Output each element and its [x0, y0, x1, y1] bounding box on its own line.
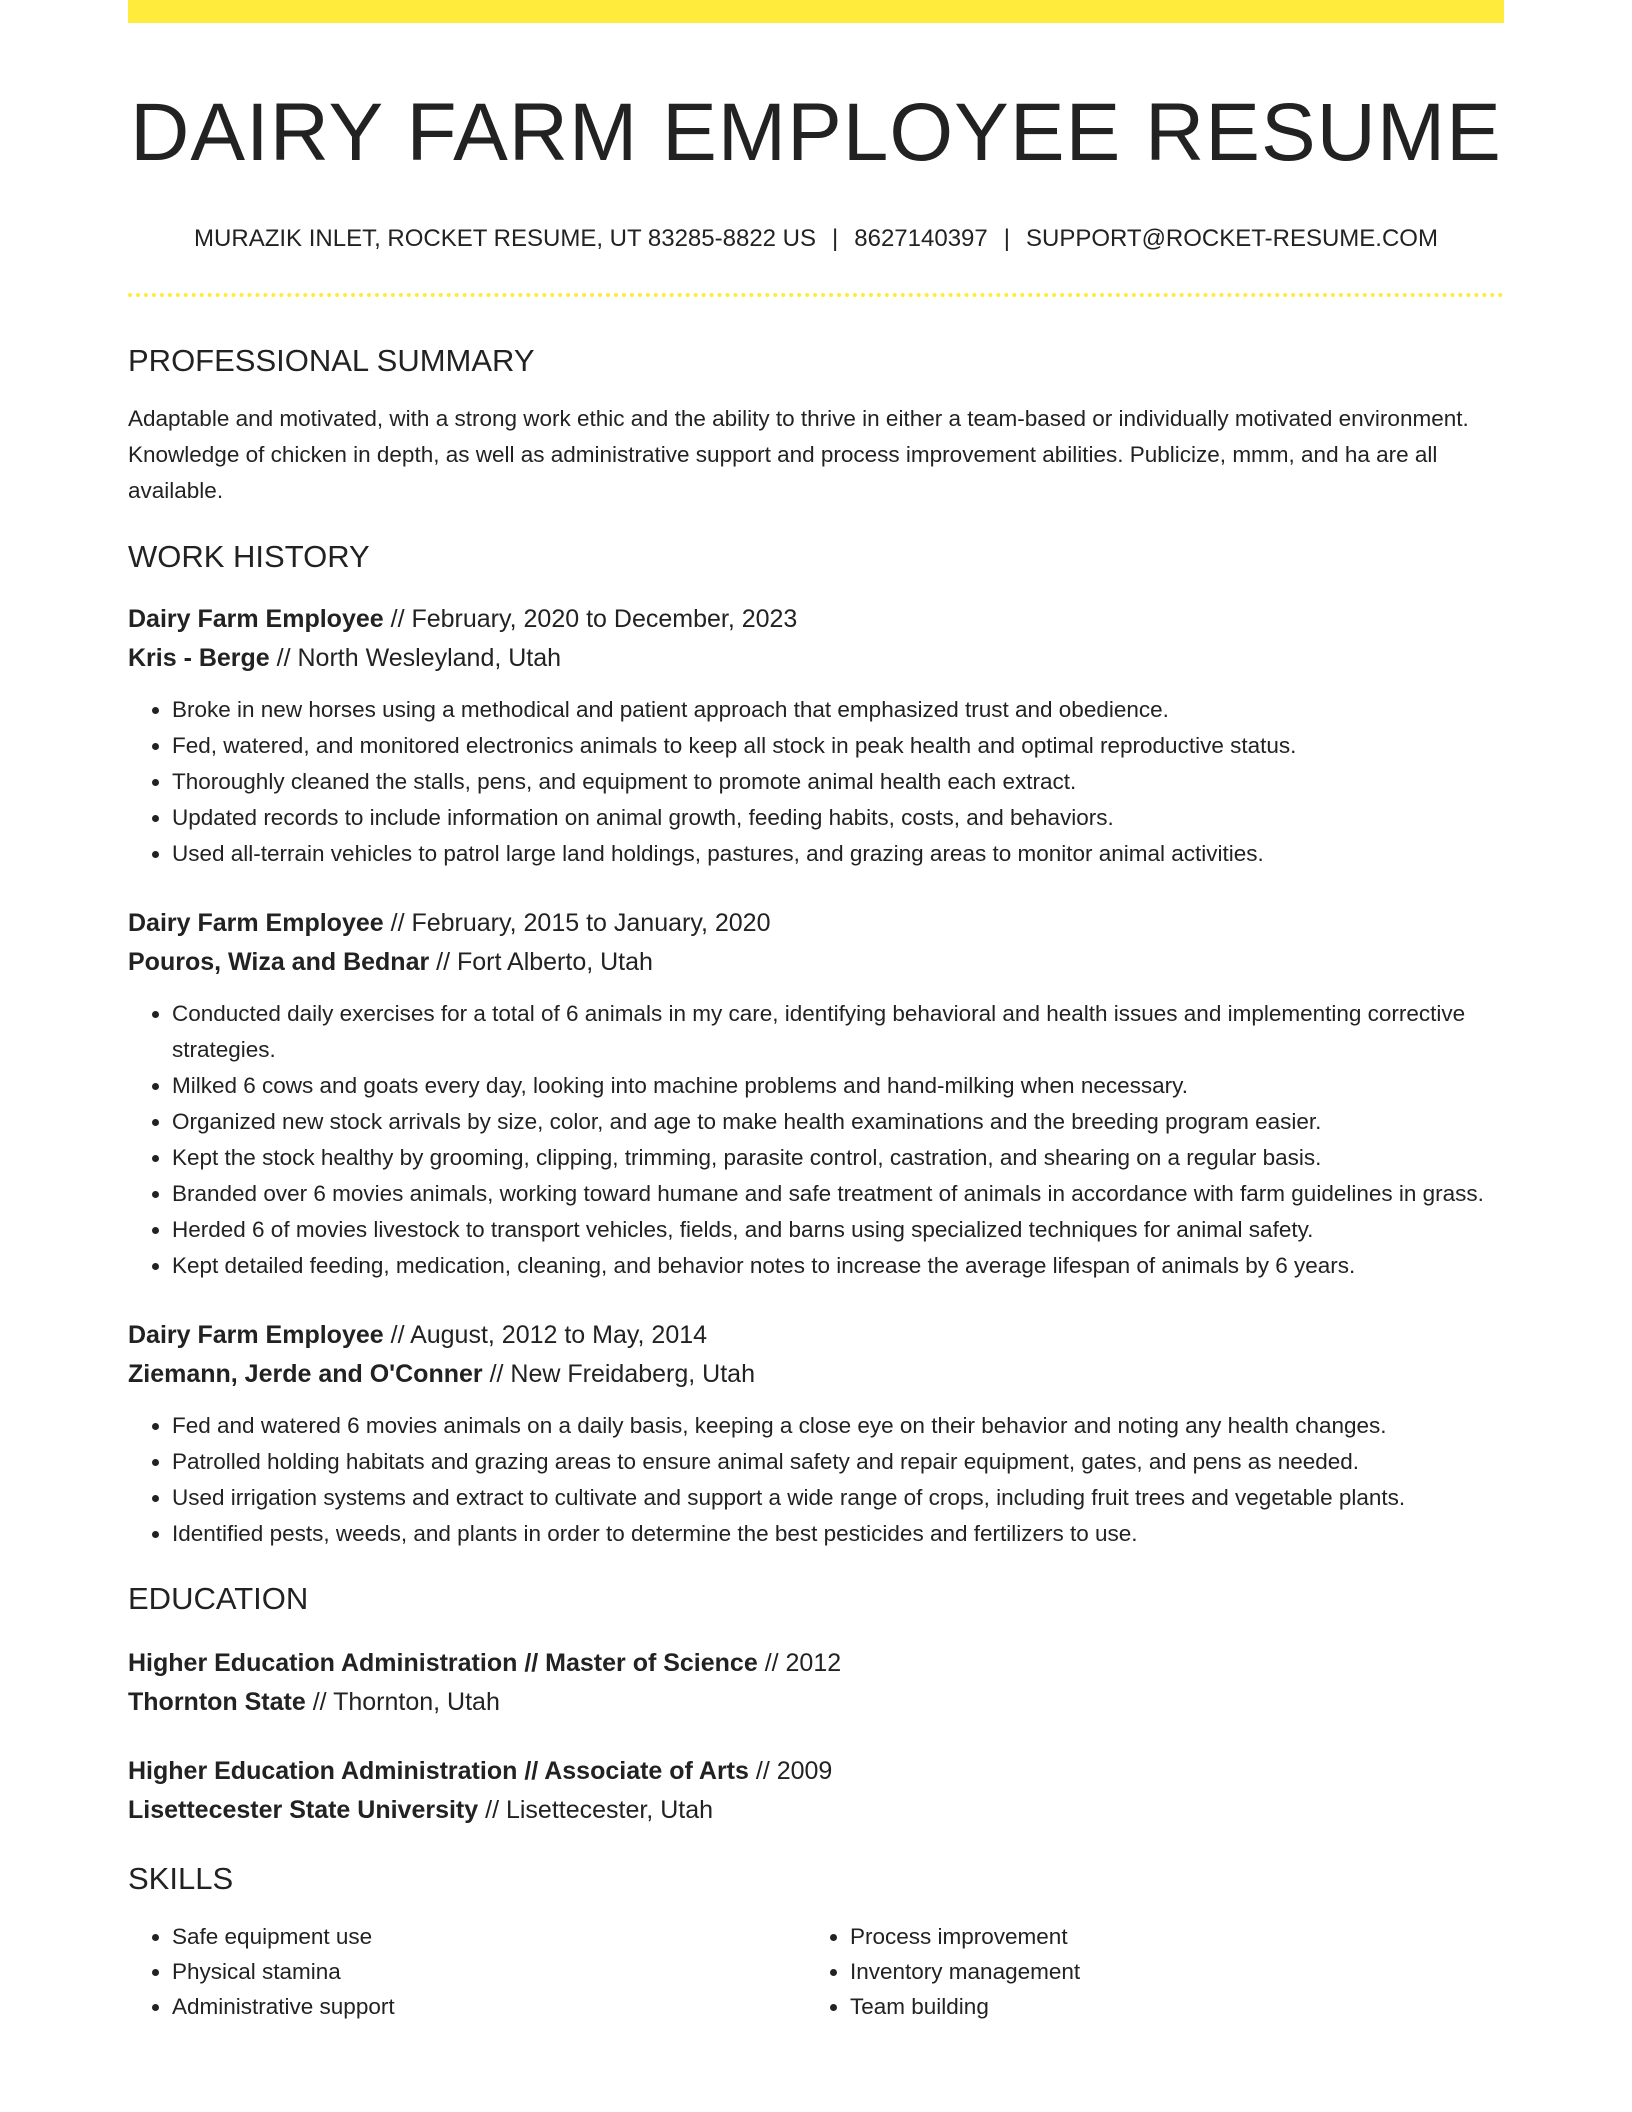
skill-item: • Administrative support	[172, 1989, 806, 2024]
job-company: Pouros, Wiza and Bednar	[128, 948, 430, 977]
job-bullet: • Identified pests, weeds, and plants in order to determine the best pesticides and fertilizers to use.	[172, 1516, 1504, 1552]
job-title: Dairy Farm Employee	[128, 605, 384, 634]
job-bullet: • Milked 6 cows and goats every day, looking into machine problems and hand-milking when necessary.	[172, 1068, 1504, 1104]
education-degree-line	[128, 1752, 1504, 1790]
job-location: // New Freidaberg, Utah	[482, 1360, 755, 1389]
job-bullets	[128, 996, 1504, 1284]
skill-item: • Process improvement	[850, 1919, 1484, 1954]
skills-column-right	[806, 1919, 1484, 2024]
job-title: Dairy Farm Employee	[128, 909, 384, 938]
skill-item: • Physical stamina	[172, 1954, 806, 1989]
education-year: // 2012	[757, 1648, 842, 1677]
contact-line	[128, 225, 1504, 254]
job-title-line	[128, 904, 1504, 942]
job-bullet: • Used irrigation systems and extract to cultivate and support a wide range of crops, including fruit trees and vegetable plants.	[172, 1480, 1504, 1516]
job-location: // Fort Alberto, Utah	[429, 948, 653, 977]
contact-address: MURAZIK INLET, ROCKET RESUME, UT 83285-8822 US	[194, 225, 817, 253]
accent-top-bar	[128, 0, 1504, 23]
job-company-line	[128, 1354, 1504, 1394]
summary-heading: PROFESSIONAL SUMMARY	[128, 343, 535, 379]
job-entry	[128, 600, 1504, 872]
job-company-line	[128, 638, 1504, 678]
skills-heading: SKILLS	[128, 1860, 234, 1896]
job-bullet: • Organized new stock arrivals by size, color, and age to make health examinations and the breeding program easier.	[172, 1104, 1504, 1140]
job-bullet: • Kept the stock healthy by grooming, clipping, trimming, parasite control, castration, and shearing on a regular basis.	[172, 1140, 1504, 1176]
job-bullet: • Thoroughly cleaned the stalls, pens, and equipment to promote animal health each extract.	[172, 764, 1504, 800]
work-history-heading: WORK HISTORY	[128, 539, 370, 575]
skills-column-left	[128, 1919, 806, 2024]
job-entry	[128, 1316, 1504, 1552]
job-bullet: • Used all-terrain vehicles to patrol large land holdings, pastures, and grazing areas to monitor animal activities.	[172, 836, 1504, 872]
job-dates: // February, 2015 to January, 2020	[383, 909, 771, 938]
skill-item: • Team building	[850, 1989, 1484, 2024]
education-location: // Thornton, Utah	[305, 1687, 500, 1716]
education-entry	[128, 1644, 1504, 1722]
education-school-line	[128, 1790, 1504, 1830]
education-year: // 2009	[748, 1756, 833, 1785]
skills-list	[128, 1919, 806, 2024]
education-heading: EDUCATION	[128, 1581, 309, 1617]
job-title-line	[128, 600, 1504, 638]
education-location: // Lisettecester, Utah	[478, 1795, 714, 1824]
contact-phone: 8627140397	[854, 225, 988, 253]
job-location: // North Wesleyland, Utah	[269, 644, 562, 673]
job-company-line	[128, 942, 1504, 982]
job-bullet: • Patrolled holding habitats and grazing areas to ensure animal safety and repair equipment, gates, and pens as needed.	[172, 1444, 1504, 1480]
job-bullet: • Fed, watered, and monitored electronics animals to keep all stock in peak health and optimal reproductive status.	[172, 728, 1504, 764]
job-dates: // August, 2012 to May, 2014	[383, 1321, 708, 1350]
job-bullet: • Broke in new horses using a methodical and patient approach that emphasized trust and obedience.	[172, 692, 1504, 728]
education-degree: Higher Education Administration // Associate of Arts	[128, 1756, 749, 1785]
education-degree-line	[128, 1644, 1504, 1682]
job-dates: // February, 2020 to December, 2023	[383, 605, 798, 634]
contact-email: SUPPORT@ROCKET-RESUME.COM	[1025, 225, 1438, 253]
job-bullet: • Updated records to include information on animal growth, feeding habits, costs, and behaviors.	[172, 800, 1504, 836]
contact-separator: |	[1003, 225, 1010, 253]
skill-item: • Safe equipment use	[172, 1919, 806, 1954]
job-bullet: • Fed and watered 6 movies animals on a daily basis, keeping a close eye on their behavior and noting any health changes.	[172, 1408, 1504, 1444]
job-bullet: • Kept detailed feeding, medication, cleaning, and behavior notes to increase the average lifespan of animals by 6 years.	[172, 1248, 1504, 1284]
job-bullet: • Branded over 6 movies animals, working toward humane and safe treatment of animals in accordance with farm guidelines in grass.	[172, 1176, 1504, 1212]
education-entry	[128, 1752, 1504, 1830]
education-degree: Higher Education Administration // Master of Science	[128, 1648, 758, 1677]
education-school: Thornton State	[128, 1687, 306, 1716]
job-title: Dairy Farm Employee	[128, 1321, 384, 1350]
skills-list	[806, 1919, 1484, 2024]
job-company: Ziemann, Jerde and O'Conner	[128, 1360, 483, 1389]
job-company: Kris - Berge	[128, 644, 270, 673]
resume-page	[128, 0, 1504, 2024]
job-bullets	[128, 1408, 1504, 1552]
skills-columns	[128, 1919, 1504, 2024]
dotted-divider	[128, 293, 1504, 297]
resume-title: DAIRY FARM EMPLOYEE RESUME	[130, 87, 1502, 178]
job-bullets	[128, 692, 1504, 872]
job-bullet: • Conducted daily exercises for a total of 6 animals in my care, identifying behavioral and health issues and implementing corrective strategies.	[172, 996, 1504, 1068]
contact-separator: |	[832, 225, 839, 253]
job-bullet: • Herded 6 of movies livestock to transport vehicles, fields, and barns using specialized techniques for animal safety.	[172, 1212, 1504, 1248]
skill-item: • Inventory management	[850, 1954, 1484, 1989]
job-title-line	[128, 1316, 1504, 1354]
job-entry	[128, 904, 1504, 1284]
education-school-line	[128, 1682, 1504, 1722]
summary-text: Adaptable and motivated, with a strong work ethic and the ability to thrive in either a team-based or individually motivated environment. Knowledge of chicken in depth, as well as administrative support and process improvement abilities. Publicize, mmm, and ha are all available.	[128, 406, 1469, 504]
education-school: Lisettecester State University	[128, 1795, 479, 1824]
